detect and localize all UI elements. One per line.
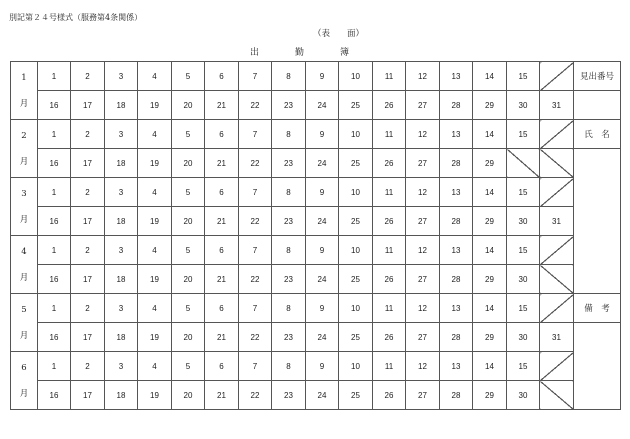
- day-cell[interactable]: 11: [373, 352, 406, 381]
- day-cell[interactable]: 1: [38, 236, 71, 265]
- day-cell[interactable]: 22: [239, 207, 272, 236]
- unused-cell: [540, 265, 574, 294]
- day-cell[interactable]: 6: [205, 120, 239, 149]
- day-cell[interactable]: 10: [339, 236, 373, 265]
- day-cell[interactable]: 3: [105, 62, 138, 91]
- day-cell[interactable]: 24: [306, 149, 339, 178]
- day-cell[interactable]: 31: [540, 91, 574, 120]
- day-cell[interactable]: 5: [172, 236, 205, 265]
- day-cell[interactable]: 20: [172, 381, 205, 410]
- month-label: [11, 236, 38, 294]
- day-cell[interactable]: 7: [239, 352, 272, 381]
- day-cell[interactable]: 15: [507, 352, 540, 381]
- day-cell[interactable]: 22: [239, 149, 272, 178]
- day-cell[interactable]: 1: [38, 352, 71, 381]
- day-cell[interactable]: 12: [406, 178, 440, 207]
- day-cell[interactable]: 9: [306, 352, 339, 381]
- day-cell[interactable]: 8: [272, 120, 306, 149]
- day-cell[interactable]: 4: [138, 294, 172, 323]
- day-cell[interactable]: 1: [38, 294, 71, 323]
- name-field[interactable]: [574, 149, 621, 294]
- month-unit: 月: [19, 330, 29, 341]
- day-cell[interactable]: 24: [306, 323, 339, 352]
- day-cell[interactable]: 2: [71, 178, 105, 207]
- day-cell[interactable]: 10: [339, 120, 373, 149]
- day-cell[interactable]: 5: [172, 178, 205, 207]
- month-row-second-half: [11, 323, 621, 352]
- month-label: [11, 62, 38, 120]
- month-label: [11, 352, 38, 410]
- day-cell[interactable]: 7: [239, 294, 272, 323]
- unused-cell: [540, 62, 574, 91]
- month-unit: 月: [19, 214, 29, 225]
- day-cell[interactable]: 3: [105, 294, 138, 323]
- month-number: 2: [21, 130, 27, 141]
- day-cell[interactable]: 15: [507, 294, 540, 323]
- day-cell[interactable]: 17: [71, 207, 105, 236]
- day-cell[interactable]: 21: [205, 149, 239, 178]
- day-cell[interactable]: 12: [406, 62, 440, 91]
- day-cell[interactable]: 3: [105, 120, 138, 149]
- day-cell[interactable]: 19: [138, 381, 172, 410]
- day-cell[interactable]: 27: [406, 91, 440, 120]
- day-cell[interactable]: 30: [507, 265, 540, 294]
- month-number: 3: [21, 188, 27, 199]
- month-row-second-half: [11, 91, 621, 120]
- day-cell[interactable]: 28: [440, 91, 473, 120]
- day-cell[interactable]: 26: [373, 323, 406, 352]
- day-cell[interactable]: 31: [540, 207, 574, 236]
- day-cell[interactable]: 15: [507, 120, 540, 149]
- day-cell[interactable]: 10: [339, 62, 373, 91]
- day-cell[interactable]: 16: [38, 207, 71, 236]
- title-char-2: 勤: [295, 48, 305, 58]
- day-cell[interactable]: 4: [138, 352, 172, 381]
- day-cell[interactable]: 28: [440, 207, 473, 236]
- day-cell[interactable]: 21: [205, 207, 239, 236]
- day-cell[interactable]: 19: [138, 265, 172, 294]
- month-label: [11, 178, 38, 236]
- day-cell[interactable]: 24: [306, 91, 339, 120]
- day-cell[interactable]: 23: [272, 91, 306, 120]
- day-cell[interactable]: 18: [105, 207, 138, 236]
- day-cell[interactable]: 22: [239, 91, 272, 120]
- day-cell[interactable]: 27: [406, 323, 440, 352]
- day-cell[interactable]: 19: [138, 149, 172, 178]
- day-cell[interactable]: 31: [540, 323, 574, 352]
- day-cell[interactable]: 12: [406, 352, 440, 381]
- day-cell[interactable]: 23: [272, 265, 306, 294]
- day-cell[interactable]: 7: [239, 178, 272, 207]
- day-cell[interactable]: 24: [306, 381, 339, 410]
- day-cell[interactable]: 8: [272, 178, 306, 207]
- day-cell[interactable]: 29: [473, 149, 507, 178]
- day-cell[interactable]: 14: [473, 294, 507, 323]
- day-cell[interactable]: 25: [339, 265, 373, 294]
- day-cell[interactable]: 18: [105, 265, 138, 294]
- day-cell[interactable]: 26: [373, 381, 406, 410]
- name-label: 氏 名: [574, 120, 621, 149]
- day-cell[interactable]: 17: [71, 381, 105, 410]
- day-cell[interactable]: 1: [38, 178, 71, 207]
- day-cell[interactable]: 8: [272, 62, 306, 91]
- day-cell[interactable]: 8: [272, 294, 306, 323]
- day-cell[interactable]: 7: [239, 120, 272, 149]
- day-cell[interactable]: 13: [440, 236, 473, 265]
- day-cell[interactable]: 5: [172, 294, 205, 323]
- day-cell[interactable]: 19: [138, 323, 172, 352]
- day-cell[interactable]: 28: [440, 265, 473, 294]
- day-cell[interactable]: 14: [473, 62, 507, 91]
- day-cell[interactable]: 20: [172, 323, 205, 352]
- day-cell[interactable]: 11: [373, 294, 406, 323]
- unused-cell: [540, 149, 574, 178]
- remarks-label: 備 考: [574, 294, 621, 323]
- day-cell[interactable]: 20: [172, 265, 205, 294]
- day-cell[interactable]: 15: [507, 62, 540, 91]
- day-cell[interactable]: 11: [373, 120, 406, 149]
- month-row-first-half: [11, 352, 621, 381]
- day-cell[interactable]: 23: [272, 207, 306, 236]
- attendance-book-title: [250, 45, 385, 58]
- day-cell[interactable]: 18: [105, 381, 138, 410]
- day-cell[interactable]: 25: [339, 323, 373, 352]
- day-cell[interactable]: 3: [105, 236, 138, 265]
- day-cell[interactable]: 19: [138, 91, 172, 120]
- day-cell[interactable]: 7: [239, 236, 272, 265]
- day-cell[interactable]: 6: [205, 178, 239, 207]
- day-cell[interactable]: 30: [507, 91, 540, 120]
- day-cell[interactable]: 20: [172, 149, 205, 178]
- day-cell[interactable]: 2: [71, 352, 105, 381]
- day-cell[interactable]: 17: [71, 323, 105, 352]
- month-row-second-half: [11, 381, 621, 410]
- day-cell[interactable]: 2: [71, 62, 105, 91]
- day-cell[interactable]: 13: [440, 62, 473, 91]
- day-cell[interactable]: 23: [272, 381, 306, 410]
- day-cell[interactable]: 28: [440, 381, 473, 410]
- day-cell[interactable]: 2: [71, 236, 105, 265]
- day-cell[interactable]: 6: [205, 236, 239, 265]
- day-cell[interactable]: 6: [205, 294, 239, 323]
- day-cell[interactable]: 18: [105, 149, 138, 178]
- day-cell[interactable]: 21: [205, 381, 239, 410]
- day-cell[interactable]: 14: [473, 178, 507, 207]
- day-cell[interactable]: 12: [406, 236, 440, 265]
- day-cell[interactable]: 10: [339, 294, 373, 323]
- day-cell[interactable]: 22: [239, 323, 272, 352]
- day-cell[interactable]: 13: [440, 294, 473, 323]
- day-cell[interactable]: 21: [205, 91, 239, 120]
- day-cell[interactable]: 4: [138, 62, 172, 91]
- day-cell[interactable]: 25: [339, 149, 373, 178]
- day-cell[interactable]: 17: [71, 265, 105, 294]
- month-row-second-half: [11, 207, 621, 236]
- month-row-second-half: [11, 265, 621, 294]
- month-row-first-half: [11, 62, 621, 91]
- day-cell[interactable]: 16: [38, 381, 71, 410]
- day-cell[interactable]: 29: [473, 207, 507, 236]
- month-unit: 月: [19, 388, 29, 399]
- day-cell[interactable]: 3: [105, 178, 138, 207]
- month-row-first-half: [11, 236, 621, 265]
- day-cell[interactable]: 18: [105, 91, 138, 120]
- day-cell[interactable]: 27: [406, 149, 440, 178]
- day-cell[interactable]: 25: [339, 91, 373, 120]
- day-cell[interactable]: 26: [373, 149, 406, 178]
- day-cell[interactable]: 6: [205, 62, 239, 91]
- month-row-second-half: [11, 149, 621, 178]
- month-row-first-half: [11, 120, 621, 149]
- day-cell[interactable]: 9: [306, 236, 339, 265]
- day-cell[interactable]: 9: [306, 62, 339, 91]
- day-cell[interactable]: 16: [38, 91, 71, 120]
- day-cell[interactable]: 26: [373, 91, 406, 120]
- month-label: [11, 294, 38, 352]
- day-cell[interactable]: 16: [38, 323, 71, 352]
- day-cell[interactable]: 3: [105, 352, 138, 381]
- day-cell[interactable]: 10: [339, 178, 373, 207]
- month-number: 1: [21, 72, 27, 83]
- month-number: 4: [21, 246, 27, 257]
- day-cell[interactable]: 23: [272, 323, 306, 352]
- month-unit: 月: [19, 272, 29, 283]
- day-cell[interactable]: 29: [473, 381, 507, 410]
- unused-cell: [540, 381, 574, 410]
- day-cell[interactable]: 27: [406, 207, 440, 236]
- day-cell[interactable]: 13: [440, 178, 473, 207]
- day-cell[interactable]: 1: [38, 120, 71, 149]
- unused-cell: [540, 236, 574, 265]
- day-cell[interactable]: 24: [306, 207, 339, 236]
- day-cell[interactable]: 15: [507, 178, 540, 207]
- day-cell[interactable]: 14: [473, 236, 507, 265]
- unused-cell: [540, 178, 574, 207]
- day-cell[interactable]: 12: [406, 120, 440, 149]
- day-cell[interactable]: 14: [473, 120, 507, 149]
- day-cell[interactable]: 5: [172, 62, 205, 91]
- month-row-first-half: [11, 178, 621, 207]
- day-cell[interactable]: 9: [306, 178, 339, 207]
- day-cell[interactable]: 22: [239, 265, 272, 294]
- day-cell[interactable]: 20: [172, 207, 205, 236]
- day-cell[interactable]: 17: [71, 149, 105, 178]
- month-unit: 月: [19, 98, 29, 109]
- day-cell[interactable]: 9: [306, 120, 339, 149]
- day-cell[interactable]: 21: [205, 323, 239, 352]
- day-cell[interactable]: 4: [138, 178, 172, 207]
- unused-cell: [540, 120, 574, 149]
- title-char-3: 簿: [340, 48, 350, 58]
- month-unit: 月: [19, 156, 29, 167]
- remarks-field[interactable]: [574, 323, 621, 410]
- staff-number-label: 見出番号: [574, 62, 621, 91]
- day-cell[interactable]: 25: [339, 207, 373, 236]
- unused-cell: [540, 352, 574, 381]
- day-cell[interactable]: 29: [473, 323, 507, 352]
- day-cell[interactable]: 6: [205, 352, 239, 381]
- day-cell[interactable]: 10: [339, 352, 373, 381]
- day-cell[interactable]: 25: [339, 381, 373, 410]
- unused-cell: [507, 149, 540, 178]
- day-cell[interactable]: 5: [172, 120, 205, 149]
- day-cell[interactable]: 17: [71, 91, 105, 120]
- day-cell[interactable]: 5: [172, 352, 205, 381]
- front-side-label: （表 面）: [313, 29, 365, 39]
- month-label: [11, 120, 38, 178]
- day-cell[interactable]: 1: [38, 62, 71, 91]
- day-cell[interactable]: 27: [406, 381, 440, 410]
- day-cell[interactable]: 30: [507, 323, 540, 352]
- title-char-1: 出: [250, 48, 260, 58]
- unused-cell: [540, 294, 574, 323]
- day-cell[interactable]: 22: [239, 381, 272, 410]
- day-cell[interactable]: 30: [507, 381, 540, 410]
- day-cell[interactable]: 4: [138, 236, 172, 265]
- day-cell[interactable]: 23: [272, 149, 306, 178]
- month-number: 5: [21, 304, 27, 315]
- day-cell[interactable]: 8: [272, 236, 306, 265]
- day-cell[interactable]: 29: [473, 91, 507, 120]
- day-cell[interactable]: 19: [138, 207, 172, 236]
- day-cell[interactable]: 26: [373, 265, 406, 294]
- month-row-first-half: [11, 294, 621, 323]
- day-cell[interactable]: 13: [440, 352, 473, 381]
- day-cell[interactable]: 11: [373, 236, 406, 265]
- day-cell[interactable]: 7: [239, 62, 272, 91]
- day-cell[interactable]: 18: [105, 323, 138, 352]
- attendance-table: [10, 61, 621, 410]
- day-cell[interactable]: 11: [373, 178, 406, 207]
- day-cell[interactable]: 30: [507, 207, 540, 236]
- month-number: 6: [21, 362, 27, 373]
- day-cell[interactable]: 8: [272, 352, 306, 381]
- day-cell[interactable]: 28: [440, 323, 473, 352]
- day-cell[interactable]: 29: [473, 265, 507, 294]
- day-cell[interactable]: 14: [473, 352, 507, 381]
- day-cell[interactable]: 24: [306, 265, 339, 294]
- day-cell[interactable]: 21: [205, 265, 239, 294]
- day-cell[interactable]: 2: [71, 294, 105, 323]
- day-cell[interactable]: 11: [373, 62, 406, 91]
- staff-number-field[interactable]: [574, 91, 621, 120]
- day-cell[interactable]: 27: [406, 265, 440, 294]
- day-cell[interactable]: 16: [38, 149, 71, 178]
- day-cell[interactable]: 20: [172, 91, 205, 120]
- day-cell[interactable]: 12: [406, 294, 440, 323]
- form-number-label: 別記第２４号様式（服務第4条関係）: [9, 13, 143, 22]
- day-cell[interactable]: 13: [440, 120, 473, 149]
- day-cell[interactable]: 4: [138, 120, 172, 149]
- day-cell[interactable]: 15: [507, 236, 540, 265]
- day-cell[interactable]: 28: [440, 149, 473, 178]
- day-cell[interactable]: 26: [373, 207, 406, 236]
- day-cell[interactable]: 16: [38, 265, 71, 294]
- day-cell[interactable]: 2: [71, 120, 105, 149]
- day-cell[interactable]: 9: [306, 294, 339, 323]
